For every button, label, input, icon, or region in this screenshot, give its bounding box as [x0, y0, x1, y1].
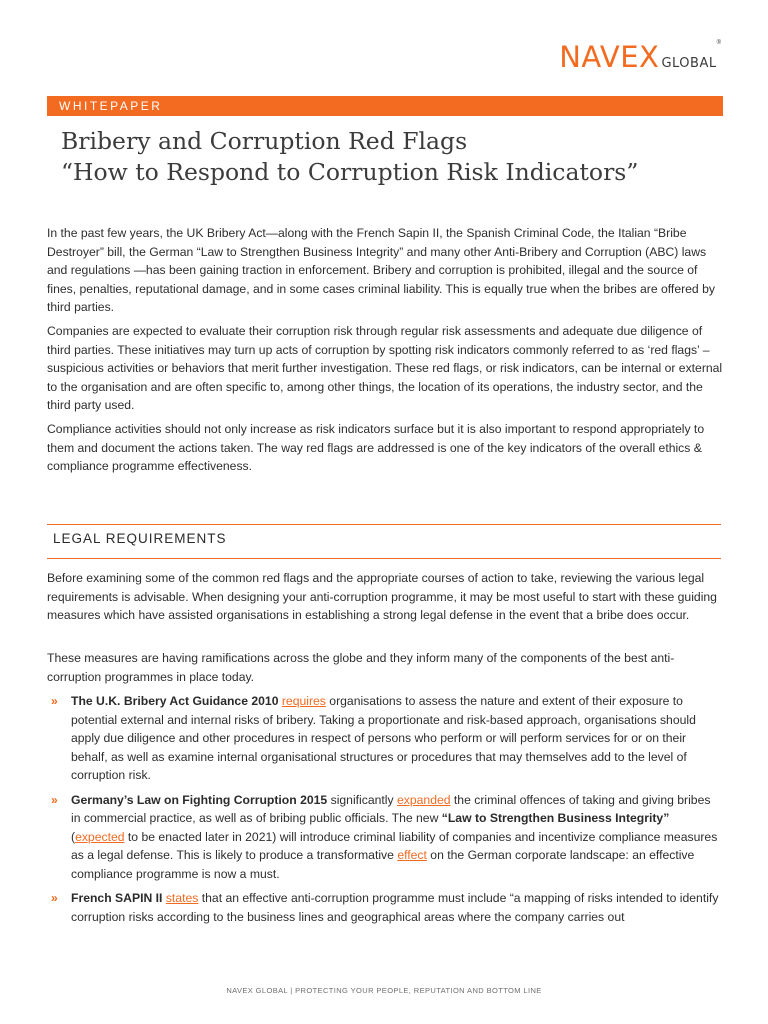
- legal-requirements-list: [47, 692, 723, 932]
- title-line-2: “How to Respond to Corruption Risk Indicators”: [61, 158, 639, 186]
- link-states[interactable]: states: [165, 891, 199, 905]
- whitepaper-banner: [47, 96, 723, 116]
- link-requires[interactable]: requires: [281, 694, 326, 708]
- page-footer: NAVEX GLOBAL | PROTECTING YOUR PEOPLE, REPUTATION AND BOTTOM LINE: [226, 986, 542, 995]
- link-expanded[interactable]: expanded: [396, 792, 451, 807]
- logo-brand: NAVEX: [559, 40, 660, 74]
- germany-text-3: (: [71, 829, 76, 844]
- chevron-bullet-icon: »: [51, 891, 58, 905]
- germany-text-1: significantly: [330, 792, 394, 807]
- list-item-uk-bribery-act: [47, 692, 723, 785]
- intro-paragraph-1: In the past few years, the UK Bribery Act—along with the French Sapin II, the Spanish Criminal Code, the Italian “Bribe Destroyer” bill, the German “Law to Strengthen Business Integrity” and many other Anti-Bribery and Corruption (ABC) laws and regulations —has been gaining traction in enforcement. Bribery and corruption is prohibited, illegal and the source of fines, penalties, reputational damage, and in some cases criminal liability. This is equally true when the bribes are offered by third parties.: [47, 226, 715, 314]
- intro-paragraph-2: Companies are expected to evaluate their corruption risk through regular risk assessments and adequate due diligence of third parties. These initiatives may turn up acts of corruption by spotting risk indicators commonly referred to as ‘red flags’ – suspicious activities or behaviors that merit further investigation. These red flags, or risk indicators, can be internal or external to the organisation and are often specific to, among other things, the location of its operations, the industry sector, and the third party used.: [47, 324, 723, 412]
- link-expected[interactable]: expected: [75, 829, 125, 844]
- list-item-germany-law: [47, 791, 723, 884]
- sapin-text: that an effective anti-corruption programme must include “a mapping of risks intended to identify corruption risks according to the business lines and geographical areas where the company carries out: [71, 891, 719, 924]
- list-item-french-sapin: [47, 889, 723, 926]
- navex-global-logo: [559, 40, 721, 74]
- document-title: [61, 126, 741, 188]
- title-line-1: Bribery and Corruption Red Flags: [61, 127, 468, 155]
- legal-paragraph-1: Before examining some of the common red flags and the appropriate courses of action to take, reviewing the various legal requirements is advisable. When designing your anti-corruption programme, it may be most useful to start with these guiding measures which have assisted organisations in establishing a strong legal defense in the event that a bribe does occur.: [47, 571, 717, 622]
- section-divider-top: [47, 524, 721, 525]
- banner-label: WHITEPAPER: [59, 99, 163, 113]
- sapin-title: French SAPIN II: [71, 891, 163, 905]
- section-heading-legal-requirements: LEGAL REQUIREMENTS: [53, 531, 227, 546]
- legal-paragraph-2: These measures are having ramifications across the globe and they inform many of the components of the best anti-corruption programmes in place today.: [47, 651, 675, 684]
- chevron-bullet-icon: »: [51, 792, 58, 807]
- intro-paragraph-3: Compliance activities should not only increase as risk indicators surface but it is also important to respond appropriately to them and document the actions taken. The way red flags are addressed is one of the key indicators of the overall ethics & compliance programme effectiveness.: [47, 422, 705, 473]
- section-divider-bottom: [47, 558, 721, 559]
- germany-law-title: Germany’s Law on Fighting Corruption 2015: [71, 792, 328, 807]
- logo-registered-mark: ®: [716, 40, 721, 46]
- germany-text-5: on the German corporate landscape: an effective compliance programme is now a must.: [71, 848, 695, 881]
- uk-act-title: The U.K. Bribery Act Guidance 2010: [71, 694, 279, 708]
- uk-act-text: organisations to assess the nature and extent of their exposure to potential external and internal risks of bribery. Taking a proportionate and risk-based approach, organisations should apply due diligence and other procedures in respect of persons who perform or will perform services for or on their behalf, as well as examine internal organisational structures or procedures that may themselves add to the level of corruption risk.: [71, 694, 696, 782]
- chevron-bullet-icon: »: [51, 694, 58, 708]
- germany-new-law-title: “Law to Strengthen Business Integrity”: [441, 811, 670, 825]
- link-effect[interactable]: effect: [397, 848, 427, 862]
- germany-text-4: to be enacted later in 2021) will introduce criminal liability of companies and incentivize compliance measures as a legal defense. This is likely to produce a transformative: [71, 829, 718, 862]
- germany-text-2: the criminal offences of taking and giving bribes in commercial practice, as well as of bribing public officials. The new: [71, 792, 711, 825]
- logo-sub: GLOBAL: [661, 56, 717, 71]
